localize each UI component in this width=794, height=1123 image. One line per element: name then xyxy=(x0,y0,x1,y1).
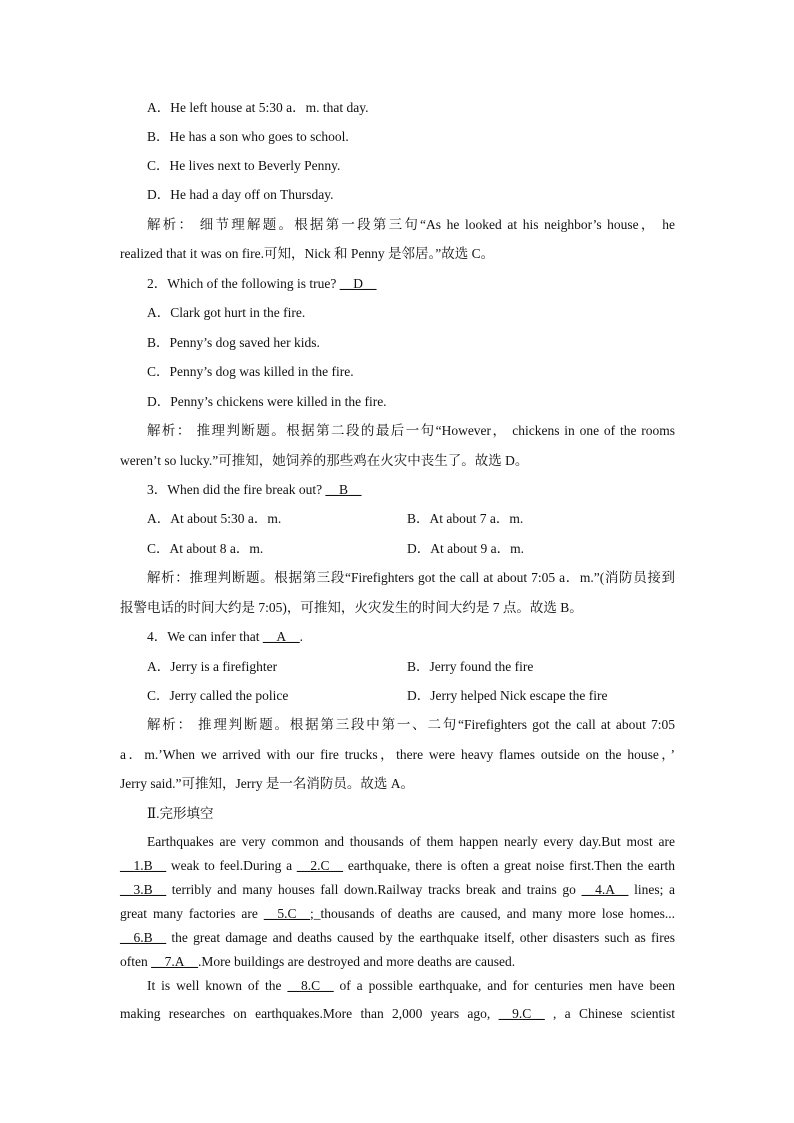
cloze-text: of a possible earthquake, and for centuries men have been xyxy=(333,978,675,993)
q1-option-b: B．He has a son who goes to school. xyxy=(147,129,349,144)
q3-answer: __B__ xyxy=(325,482,362,497)
cloze-blank-2: __2.C__ xyxy=(296,858,344,873)
q4-answer: __A__ xyxy=(262,629,300,644)
q3-option-d: D．At about 9 a．m. xyxy=(407,541,524,556)
q3-analysis-line-2: 报警电话的时间大约是 7:05)，可推知，火灾发生的时间大约是 7 点。故选 B。 xyxy=(120,600,583,615)
cloze-text: great many factories are xyxy=(120,906,264,921)
q2-stem xyxy=(147,275,376,293)
cloze-text: making researches on earthquakes.More than 2,000 years ago, xyxy=(120,1006,499,1021)
q2-option-d: D．Penny’s chickens were killed in the fire. xyxy=(147,394,387,409)
q4-option-d: D．Jerry helped Nick escape the fire xyxy=(407,688,608,703)
cloze-text: lines; a xyxy=(628,882,675,897)
cloze-blank-4: __4.A__ xyxy=(581,882,629,897)
q3-stem-text: 3．When did the fire break out? xyxy=(147,482,323,497)
cloze-blank-6: __6.B__ xyxy=(120,930,167,945)
q2-option-b: B．Penny’s dog saved her kids. xyxy=(147,335,320,350)
q4-analysis-line-1: 解析： 推理判断题。根据第三段中第一、二句“Firefighters got the call at about 7:05 xyxy=(147,717,675,732)
q4-stem-text: 4．We can infer that xyxy=(147,629,260,644)
q4-analysis-line-2: a．m.’When we arrived with our fire trucks，there were heavy flames outside on the house，’ xyxy=(120,747,675,762)
cloze-line-8 xyxy=(120,1005,675,1023)
cloze-blank-8: __8.C__ xyxy=(287,978,334,993)
cloze-text: ;_thousands of deaths are caused, and many more lose homes... xyxy=(310,906,675,921)
q4-stem xyxy=(147,628,303,646)
q1-option-d: D．He had a day off on Thursday. xyxy=(147,187,334,202)
q4-option-c: C．Jerry called the police xyxy=(147,688,289,703)
q1-option-a: A．He left house at 5:30 a．m. that day. xyxy=(147,100,369,115)
q2-stem-text: 2．Which of the following is true? xyxy=(147,276,337,291)
q4-option-b: B．Jerry found the fire xyxy=(407,659,534,674)
q1-option-c: C．He lives next to Beverly Penny. xyxy=(147,158,341,173)
section-heading: Ⅱ.完形填空 xyxy=(147,806,214,821)
cloze-text: the great damage and deaths caused by the earthquake itself, other disasters such as fires xyxy=(166,930,675,945)
q4-stem-end: . xyxy=(299,629,303,644)
cloze-text: earthquake, there is often a great noise first.Then the earth xyxy=(343,858,675,873)
q1-analysis-line-2: realized that it was on fire.可知，Nick 和 Penny 是邻居。”故选 C。 xyxy=(120,246,495,261)
cloze-line-5 xyxy=(120,929,675,947)
cloze-blank-9: __9.C__ xyxy=(498,1006,545,1021)
cloze-text: often xyxy=(120,954,152,969)
cloze-blank-7: __7.A__ xyxy=(151,954,198,969)
cloze-text: It is well known of the xyxy=(147,978,288,993)
q2-option-c: C．Penny’s dog was killed in the fire. xyxy=(147,364,354,379)
cloze-line-7 xyxy=(147,977,675,995)
cloze-text: , a Chinese scientist xyxy=(544,1006,675,1021)
cloze-text: .More buildings are destroyed and more deaths are caused. xyxy=(198,954,516,969)
q3-option-b: B．At about 7 a．m. xyxy=(407,511,524,526)
q2-analysis-line-1: 解析： 推理判断题。根据第二段的最后一句“However， chickens in one of the rooms xyxy=(147,423,675,438)
cloze-text: weak to feel.During a xyxy=(166,858,297,873)
cloze-blank-5: __5.C__ xyxy=(263,906,310,921)
q3-option-c: C．At about 8 a．m. xyxy=(147,541,264,556)
cloze-line-1: Earthquakes are very common and thousands of them happen nearly every day.But most are xyxy=(147,834,675,849)
cloze-line-6 xyxy=(120,953,675,971)
cloze-line-2 xyxy=(120,857,675,875)
q4-option-a: A．Jerry is a firefighter xyxy=(147,659,278,674)
q2-answer: __D__ xyxy=(339,276,377,291)
q4-analysis-line-3: Jerry said.”可推知，Jerry 是一名消防员。故选 A。 xyxy=(120,776,414,791)
q1-analysis-line-1: 解析： 细节理解题。根据第一段第三句“As he looked at his neighbor’s house， he xyxy=(147,217,675,232)
q2-option-a: A．Clark got hurt in the fire. xyxy=(147,305,306,320)
cloze-blank-3: __3.B__ xyxy=(120,882,167,897)
q2-analysis-line-2: weren’t so lucky.”可推知，她饲养的那些鸡在火灾中丧生了。故选 D。 xyxy=(120,453,529,468)
cloze-line-4 xyxy=(120,905,675,923)
cloze-text: terribly and many houses fall down.Railway tracks break and trains go xyxy=(166,882,582,897)
q3-analysis-line-1: 解析：推理判断题。根据第三段“Firefighters got the call at about 7:05 a．m.”(消防员接到 xyxy=(147,570,675,585)
q3-option-a: A．At about 5:30 a．m. xyxy=(147,511,282,526)
cloze-blank-1: __1.B__ xyxy=(120,858,167,873)
cloze-line-3 xyxy=(120,881,675,899)
q3-stem xyxy=(147,481,361,499)
